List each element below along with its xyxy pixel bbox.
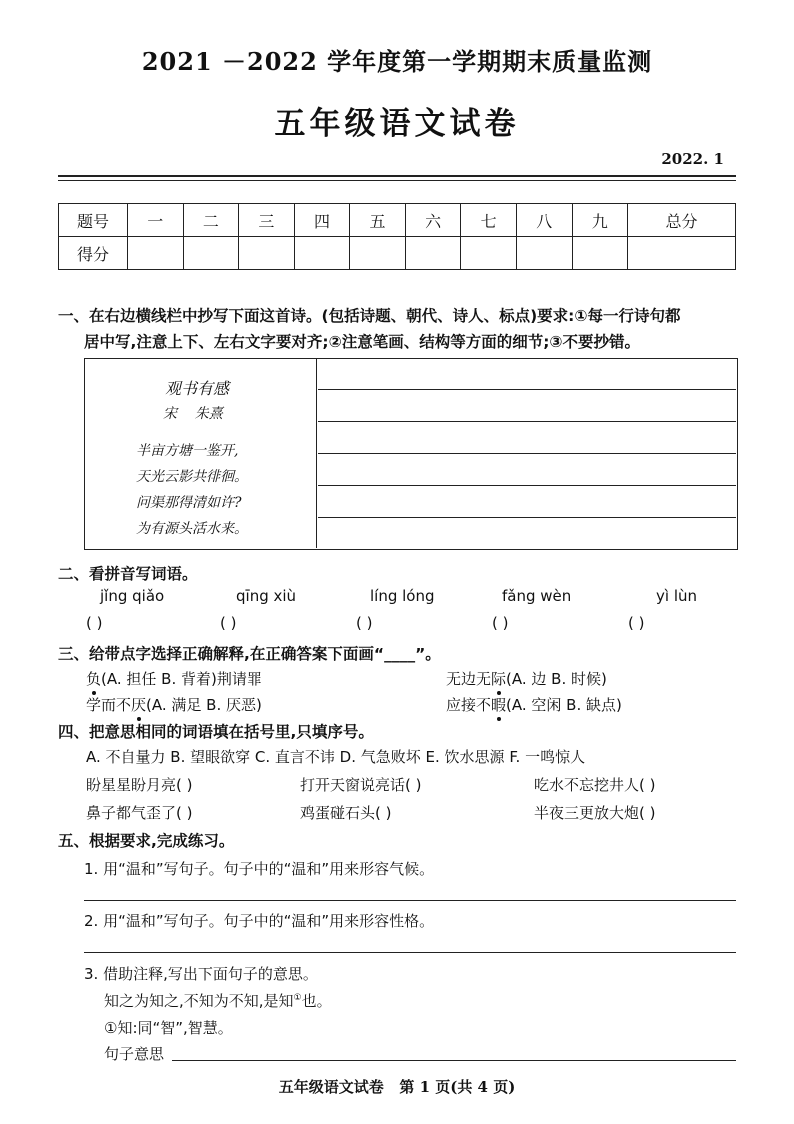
choice-options[interactable]: (A. 边 B. 时候) (506, 670, 607, 688)
dotted-char: 厌 (131, 696, 147, 714)
q3-sentence-b: 也。 (301, 992, 332, 1010)
answer-blank[interactable]: ( ) (492, 614, 509, 632)
idiom-question[interactable]: 鼻子都气歪了( ) (86, 804, 193, 822)
q3-note: ①知:同“智”,智慧。 (104, 1019, 233, 1037)
q3-sentence-a: 知之为知之,不知为不知,是知 (104, 992, 294, 1010)
section3-heading: 三、给带点字选择正确解释,在正确答案下面画“____”。 (58, 645, 441, 663)
score-input-cell[interactable] (350, 237, 406, 270)
score-cell: 九 (572, 204, 628, 237)
score-cell: 四 (294, 204, 350, 237)
choice-item (86, 694, 262, 715)
score-cell: 五 (350, 204, 406, 237)
score-cell: 总分 (628, 204, 736, 237)
poem-line: 问渠那得清如许? (136, 495, 242, 511)
score-cell: 八 (516, 204, 572, 237)
score-input-cell[interactable] (239, 237, 295, 270)
choice-item (446, 694, 622, 715)
idiom-question[interactable]: 盼星星盼月亮( ) (86, 776, 193, 794)
dotted-char: 际 (491, 670, 507, 688)
exam-date: 2022. 1 (661, 150, 724, 168)
section2-heading: 二、看拼音写词语。 (58, 565, 198, 583)
section5-q2: 2. 用“温和”写句子。句子中的“温和”用来形容性格。 (84, 912, 435, 930)
exam-subtitle: 五年级语文试卷 (274, 106, 520, 142)
choice-prefix: 应接不 (446, 696, 492, 714)
poem-title: 观书有感 (165, 379, 230, 398)
score-cell: 三 (239, 204, 295, 237)
idiom-question[interactable]: 打开天窗说亮话( ) (300, 776, 422, 794)
idiom-question[interactable]: 半夜三更放大炮( ) (534, 804, 656, 822)
score-cell: 二 (183, 204, 239, 237)
score-input-cell[interactable] (128, 237, 184, 270)
section5-heading: 五、根据要求,完成练习。 (58, 832, 235, 850)
footnote-marker: ① (293, 993, 302, 1003)
copy-line[interactable] (318, 421, 736, 422)
poem-box-divider (316, 358, 317, 548)
section4-heading: 四、把意思相同的词语填在括号里,只填序号。 (58, 723, 374, 741)
choice-prefix: 学而不 (86, 696, 132, 714)
pinyin-item: líng lóng (370, 587, 435, 605)
poem-line: 半亩方塘一鉴开, (136, 443, 239, 459)
score-input-cell[interactable] (183, 237, 239, 270)
exam-title: 2021 －2022 学年度第一学期期末质量监测 (141, 47, 653, 76)
score-cell: 一 (128, 204, 184, 237)
score-input-cell[interactable] (628, 237, 736, 270)
choice-options[interactable]: (A. 担任 B. 背着)荆请罪 (101, 670, 262, 688)
q3-sentence (104, 990, 332, 1011)
copy-line[interactable] (318, 517, 736, 518)
section5-q3: 3. 借助注释,写出下面句子的意思。 (84, 965, 318, 983)
score-cell: 六 (405, 204, 461, 237)
choice-prefix: 无边无 (446, 670, 492, 688)
idiom-options: A. 不自量力 B. 望眼欲穿 C. 直言不讳 D. 气急败坏 E. 饮水思源 F. 一鸣惊人 (86, 748, 586, 766)
answer-line[interactable] (84, 900, 736, 901)
pinyin-item: yì lùn (656, 587, 697, 605)
copy-line[interactable] (318, 485, 736, 486)
score-table-score-row (59, 237, 736, 270)
score-cell: 七 (461, 204, 517, 237)
score-cell: 题号 (59, 204, 128, 237)
dotted-char: 负 (86, 670, 102, 688)
choice-item (446, 668, 607, 689)
answer-line[interactable] (172, 1060, 736, 1061)
score-input-cell[interactable] (516, 237, 572, 270)
score-table-header-row (59, 204, 736, 237)
pinyin-item: jǐng qiǎo (100, 587, 165, 605)
score-row-label: 得分 (59, 237, 128, 270)
score-input-cell[interactable] (405, 237, 461, 270)
answer-line[interactable] (84, 952, 736, 953)
idiom-question[interactable]: 鸡蛋碰石头( ) (300, 804, 392, 822)
choice-options[interactable]: (A. 空闲 B. 缺点) (506, 696, 622, 714)
answer-blank[interactable]: ( ) (356, 614, 373, 632)
poem-line: 为有源头活水来。 (136, 521, 248, 537)
dotted-char: 暇 (491, 696, 507, 714)
pinyin-item: fǎng wèn (502, 587, 572, 605)
answer-blank[interactable]: ( ) (86, 614, 103, 632)
header-rule-top (58, 175, 736, 177)
copy-line[interactable] (318, 453, 736, 454)
choice-item (86, 668, 262, 689)
page-footer: 五年级语文试卷 第 1 页(共 4 页) (278, 1078, 516, 1096)
copy-line[interactable] (318, 389, 736, 390)
idiom-question[interactable]: 吃水不忘挖井人( ) (534, 776, 656, 794)
section5-q1: 1. 用“温和”写句子。句子中的“温和”用来形容气候。 (84, 860, 435, 878)
pinyin-item: qīng xiù (236, 587, 297, 605)
poem-author: 宋 朱熹 (163, 406, 223, 422)
score-input-cell[interactable] (461, 237, 517, 270)
score-table (58, 203, 736, 270)
section1-instruction-line1: 一、在右边横线栏中抄写下面这首诗。(包括诗题、朝代、诗人、标点)要求:①每一行诗句都 (58, 307, 681, 325)
answer-blank[interactable]: ( ) (628, 614, 645, 632)
choice-options[interactable]: (A. 满足 B. 厌恶) (146, 696, 262, 714)
score-input-cell[interactable] (572, 237, 628, 270)
section1-instruction-line2: 居中写,注意上下、左右文字要对齐;②注意笔画、结构等方面的细节;③不要抄错。 (84, 333, 641, 351)
header-rule-bottom (58, 180, 736, 181)
answer-blank[interactable]: ( ) (220, 614, 237, 632)
q3-answer-label: 句子意思 (104, 1045, 165, 1063)
score-input-cell[interactable] (294, 237, 350, 270)
poem-line: 天光云影共徘徊。 (136, 469, 248, 485)
